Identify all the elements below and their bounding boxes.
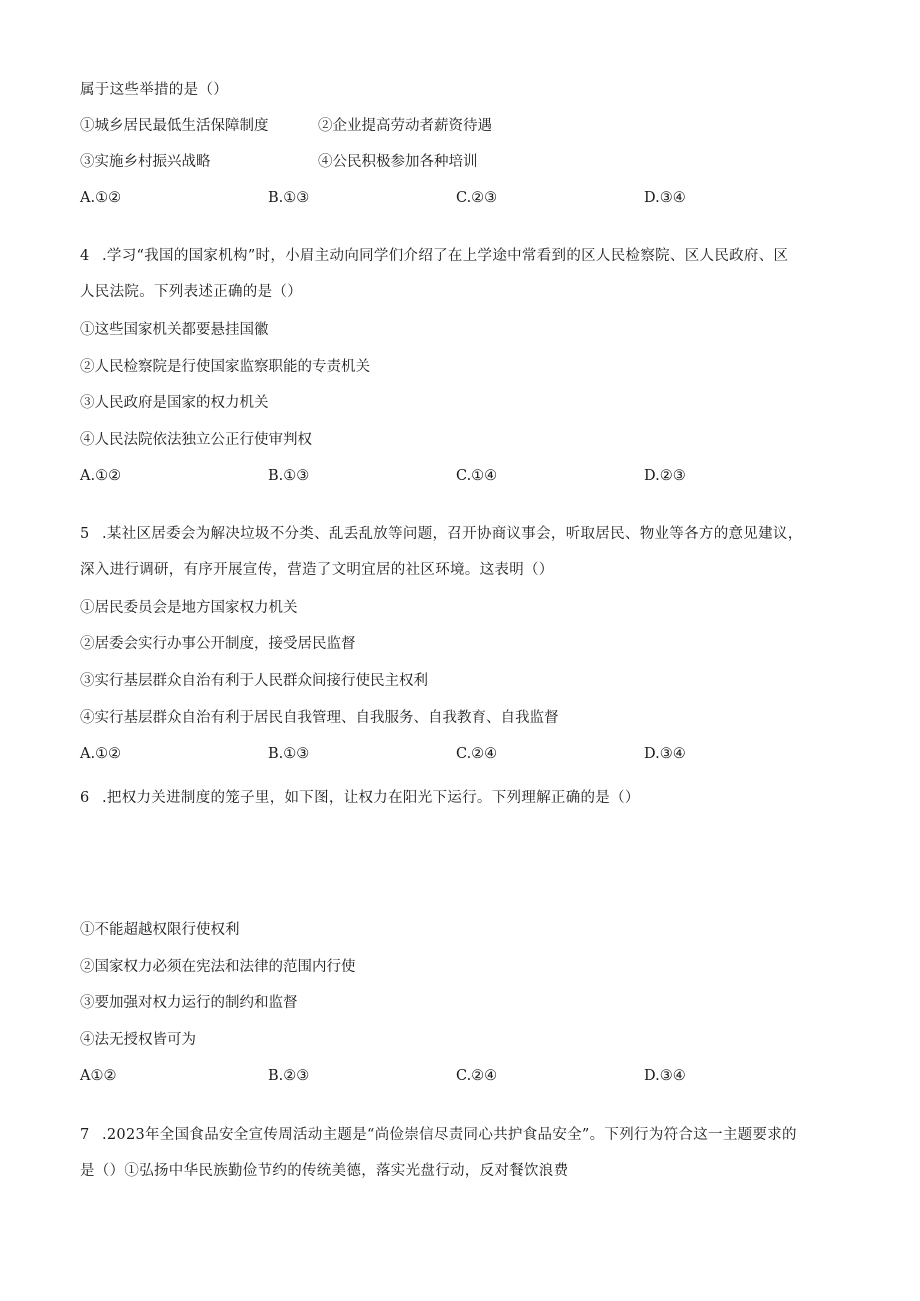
q6-item-3: ③要加强对权力运行的制约和监督: [80, 995, 298, 1011]
q3-option-b: B.①③: [268, 190, 310, 206]
q5-stem-line-2: 深入进行调研，有序开展宣传，营造了文明宜居的社区环境。这表明（）: [80, 562, 554, 578]
q7-stem-line-2: 是（）①弘扬中华民族勤俭节约的传统美德，落实光盘行动，反对餐饮浪费: [80, 1163, 569, 1179]
q3-statements-row-1: [80, 114, 840, 134]
q5-option-c: C.②④: [456, 746, 498, 762]
q4-number: 4: [80, 248, 90, 264]
q6-option-d: D.③④: [644, 1068, 686, 1084]
q4-item-3: ③人民政府是国家的权力机关: [80, 395, 269, 411]
q6-option-a: A①②: [80, 1068, 117, 1084]
q5-option-a: A.①②: [80, 746, 122, 762]
q3-options: [80, 190, 840, 210]
q6-stem-text-1: .把权力关进制度的笼子里，如下图，让权力在阳光下运行。下列理解正确的是（）: [102, 790, 640, 806]
q3-option-a: A.①②: [80, 190, 122, 206]
q4-option-b: B.①③: [268, 468, 310, 484]
q5-stem-text-1: .某社区居委会为解决垃圾不分类、乱丢乱放等问题，召开协商议事会，听取居民、物业等各方的意见建议，: [102, 526, 803, 542]
q6-figure-area: [80, 820, 840, 904]
q4-options: [80, 468, 840, 488]
q4-stem-text-1: .学习“我国的国家机构”时，小眉主动向同学们介绍了在上学途中常看到的区人民检察院、区人民政府、区: [102, 248, 789, 264]
q7-stem-line-1: [80, 1123, 797, 1144]
q4-option-c: C.①④: [456, 468, 498, 484]
q3-stem-tail: 属于这些举措的是（）: [80, 82, 228, 98]
q3-statement-1: ①城乡居民最低生活保障制度: [80, 118, 269, 134]
q5-options: [80, 746, 840, 766]
q4-stem-line-1: [80, 244, 788, 265]
q5-item-3: ③实行基层群众自治有利于人民群众间接行使民主权利: [80, 673, 428, 689]
q5-item-2: ②居委会实行办事公开制度，接受居民监督: [80, 636, 356, 652]
q6-number: 6: [80, 790, 90, 806]
q6-option-b: B.②③: [268, 1068, 310, 1084]
q3-statement-4: ④公民积极参加各种培训: [318, 154, 478, 170]
q7-number: 7: [80, 1127, 90, 1143]
q6-options: [80, 1068, 840, 1088]
q4-item-1: ①这些国家机关都要悬挂国徽: [80, 322, 269, 338]
q6-stem-line-1: [80, 786, 640, 807]
q4-item-4: ④人民法院依法独立公正行使审判权: [80, 432, 312, 448]
q4-item-2: ②人民检察院是行使国家监察职能的专责机关: [80, 359, 370, 375]
q5-stem-line-1: [80, 522, 803, 543]
q5-item-4: ④实行基层群众自治有利于居民自我管理、自我服务、自我教育、自我监督: [80, 710, 559, 726]
q7-stem-text-1: .2023年全国食品安全宣传周活动主题是“尚俭崇信尽责同心共护食品安全”。下列行为符合这一主题要求的: [102, 1127, 797, 1143]
q3-statement-2: ②企业提高劳动者薪资待遇: [318, 118, 492, 134]
q4-option-a: A.①②: [80, 468, 122, 484]
q6-item-2: ②国家权力必须在宪法和法律的范围内行使: [80, 959, 356, 975]
q5-option-d: D.③④: [644, 746, 686, 762]
q6-option-c: C.②④: [456, 1068, 498, 1084]
q3-statement-3: ③实施乡村振兴战略: [80, 154, 211, 170]
q5-number: 5: [80, 526, 90, 542]
q5-option-b: B.①③: [268, 746, 310, 762]
q3-statements-row-2: [80, 150, 840, 170]
q3-option-d: D.③④: [644, 190, 686, 206]
q4-stem-line-2: 人民法院。下列表述正确的是（）: [80, 284, 302, 300]
q5-item-1: ①居民委员会是地方国家权力机关: [80, 600, 298, 616]
q4-option-d: D.②③: [644, 468, 686, 484]
q6-item-4: ④法无授权皆可为: [80, 1032, 196, 1048]
q3-option-c: C.②③: [456, 190, 498, 206]
q6-item-1: ①不能超越权限行使权利: [80, 922, 240, 938]
